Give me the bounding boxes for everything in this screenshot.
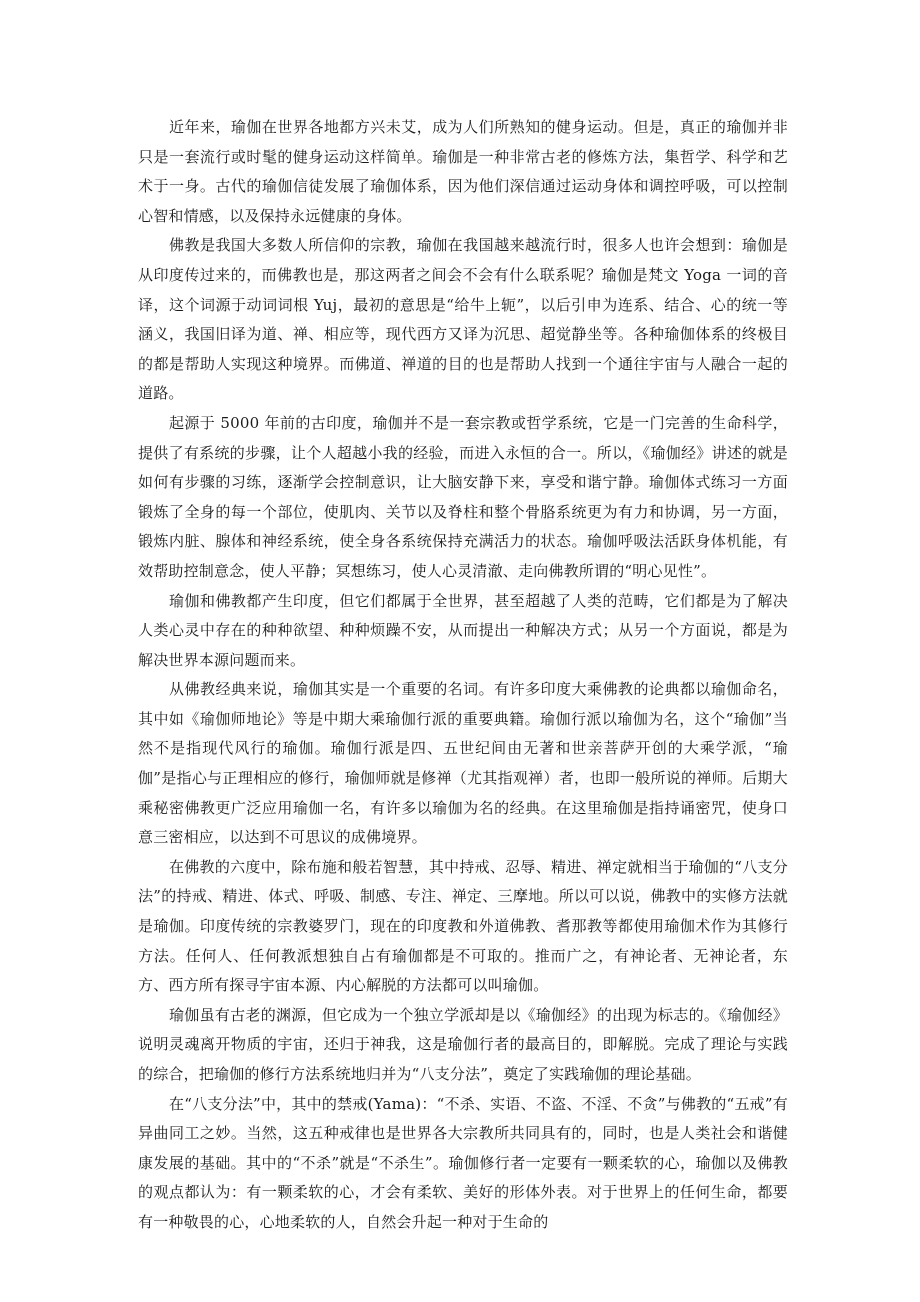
paragraph-both-from-india: 瑜伽和佛教都产生印度，但它们都属于全世界，甚至超越了人类的范畴，它们都是为了解决人类心灵中存在的种种欲望、种种烦躁不安，从而提出一种解决方式；从另一个方面说，都是为解决世界本源问题而来。 <box>138 591 788 669</box>
paragraph-buddhist-classics: 从佛教经典来说，瑜伽其实是一个重要的名词。有许多印度大乘佛教的论典都以瑜伽命名，其中如《瑜伽师地论》等是中期大乘瑜伽行派的重要典籍。瑜伽行派以瑜伽为名，这个“瑜伽”当然不是指现代风行的瑜伽。瑜伽行派是四、五世纪间由无著和世亲菩萨开创的大乘学派，“瑜伽”是指心与正理相应的修行，瑜伽师就是修禅（尤其指观禅）者，也即一般所说的禅师。后期大乘秘密佛教更广泛应用瑜伽一名，有许多以瑜伽为名的经典。在这里瑜伽是指持诵密咒，使身口意三密相应，以达到不可思议的成佛境界。 <box>138 680 788 847</box>
paragraph-eight-limbs: 在“八支分法”中，其中的禁戒(Yama)：“不杀、实语、不盗、不淫、不贪”与佛教的“五戒”有异曲同工之妙。当然，这五种戒律也是世界各大宗教所共同具有的，同时，也是人类社会和谐健康发展的基础。其中的“不杀”就是“不杀生”。瑜伽修行者一定要有一颗柔软的心，瑜伽以及佛教的观点都认为：有一颗柔软的心，才会有柔软、美好的形体外表。对于世界上的任何生命，都要有一种敬畏的心，心地柔软的人，自然会升起一种对于生命的 <box>138 1094 788 1231</box>
paragraph-yoga-sutra: 瑜伽虽有古老的渊源，但它成为一个独立学派却是以《瑜伽经》的出现为标志的。《瑜伽经》说明灵魂离开物质的宇宙，还归于神我，这是瑜伽行者的最高目的，即解脱。完成了理论与实践的综合，把瑜伽的修行方法系统地归并为“八支分法”，奠定了实践瑜伽的理论基础。 <box>138 1005 788 1083</box>
paragraph-six-perfections: 在佛教的六度中，除布施和般若智慧，其中持戒、忍辱、精进、禅定就相当于瑜伽的“八支分法”的持戒、精进、体式、呼吸、制感、专注、禅定、三摩地。所以可以说，佛教中的实修方法就是瑜伽。印度传统的宗教婆罗门，现在的印度教和外道佛教、耆那教等都使用瑜伽术作为其修行方法。任何人、任何教派想独自占有瑜伽都是不可取的。推而广之，有神论者、无神论者，东方、西方所有探寻宇宙本源、内心解脱的方法都可以叫瑜伽。 <box>138 857 788 995</box>
paragraph-yoga-intro: 近年来，瑜伽在世界各地都方兴未艾，成为人们所熟知的健身运动。但是，真正的瑜伽并非只是一套流行或时髦的健身运动这样简单。瑜伽是一种非常古老的修炼方法，集哲学、科学和艺术于一身。古代的瑜伽信徒发展了瑜伽体系，因为他们深信通过运动身体和调控呼吸，可以控制心智和情感，以及保持永远健康的身体。 <box>138 118 788 225</box>
paragraph-buddhism-yoga-link: 佛教是我国大多数人所信仰的宗教，瑜伽在我国越来越流行时，很多人也许会想到：瑜伽是从印度传过来的，而佛教也是，那这两者之间会不会有什么联系呢？瑜伽是梵文 Yoga 一词的音译，这个词源于动词词根 Yuj，最初的意思是“给牛上轭”，以后引申为连系、结合、心的统一等涵义，我国旧译为道、禅、相应等，现代西方又译为沉思、超觉静坐等。各种瑜伽体系的终极目的都是帮助人实现这种境界。而佛道、禅道的目的也是帮助人找到一个通往宇宙与人融合一起的道路。 <box>138 236 788 403</box>
document-page <box>138 113 788 1238</box>
paragraph-yoga-origin: 起源于 5000 年前的古印度，瑜伽并不是一套宗教或哲学系统，它是一门完善的生命科学，提供了有系统的步骤，让个人超越小我的经验，而进入永恒的合一。所以，《瑜伽经》讲述的就是如何有步骤的习练，逐渐学会控制意识，让大脑安静下来，享受和谐宁静。瑜伽体式练习一方面锻炼了全身的每一个部位，使肌肉、关节以及脊柱和整个骨胳系统更为有力和协调，另一方面，锻炼内脏、腺体和神经系统，使全身各系统保持充满活力的状态。瑜伽呼吸法活跃身体机能，有效帮助控制意念，使人平静；冥想练习，使人心灵清澈、走向佛教所谓的“明心见性”。 <box>138 413 788 580</box>
